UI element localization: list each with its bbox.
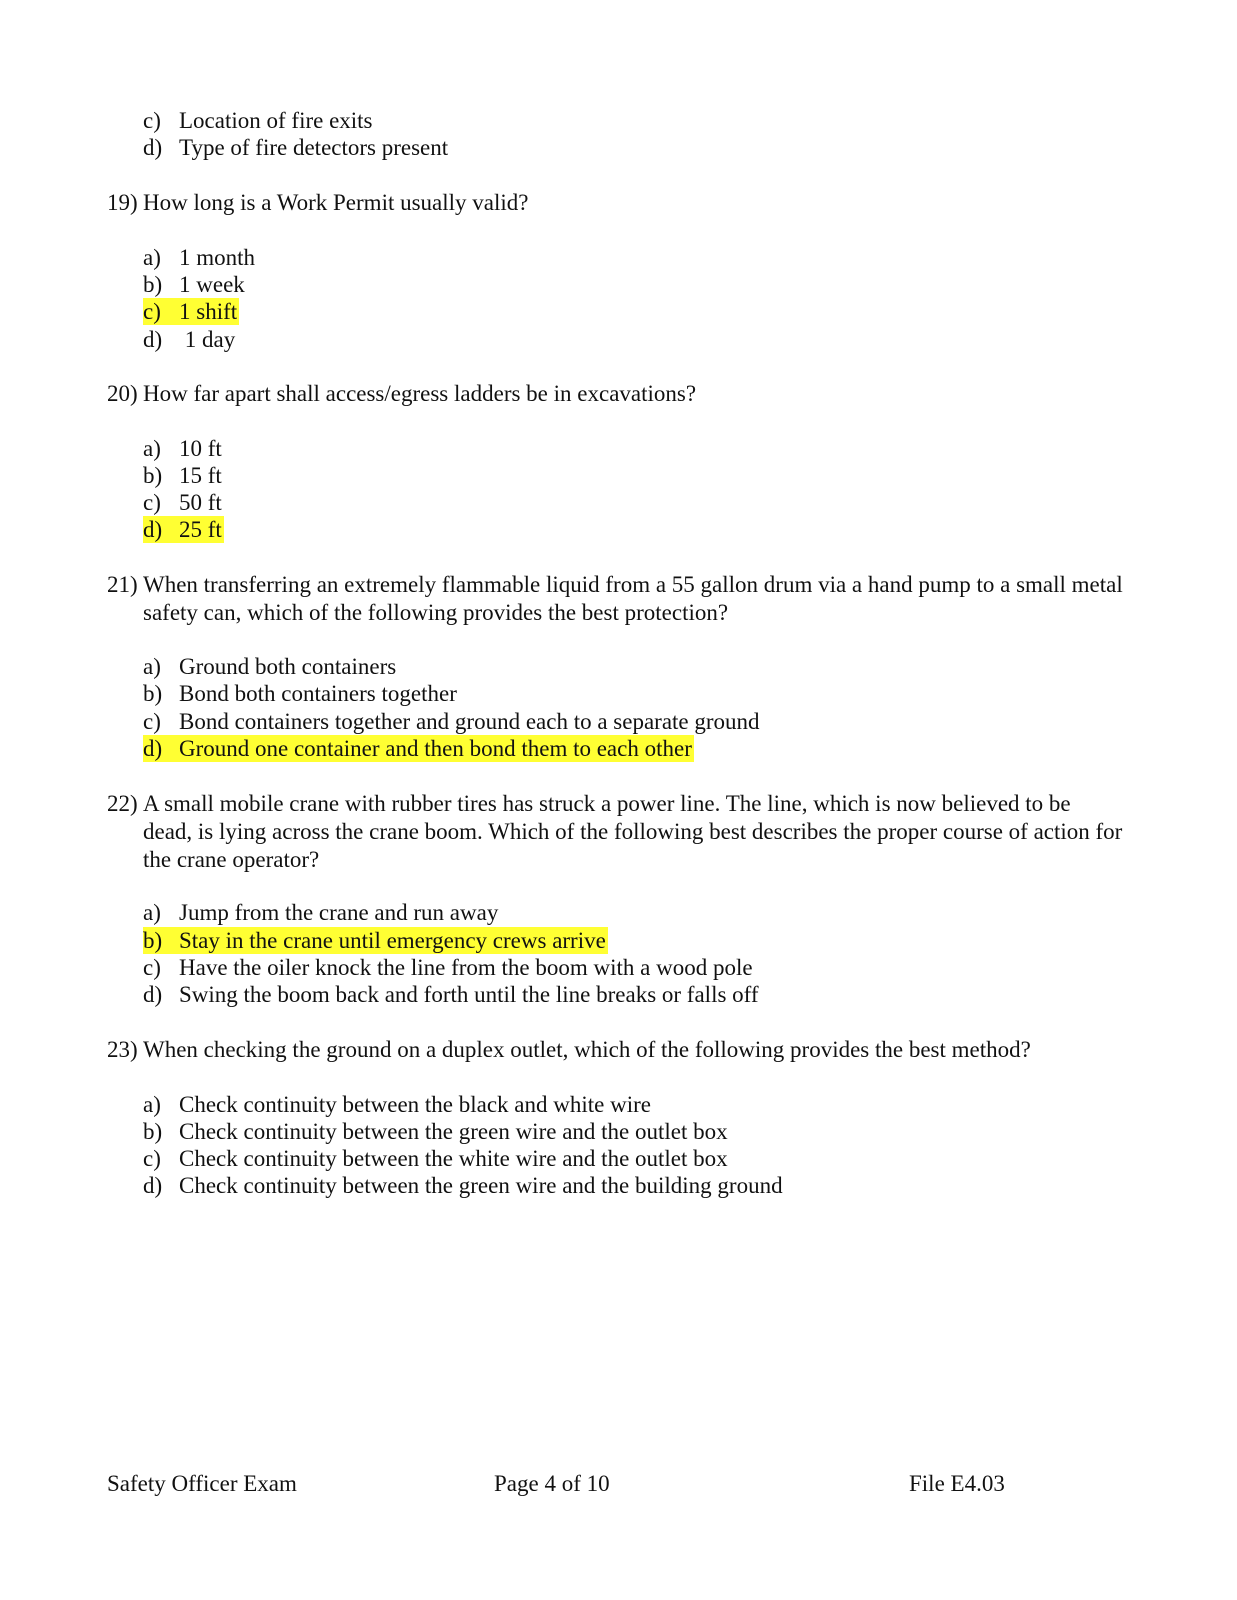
option-text: 10 ft [179, 436, 222, 461]
option-letter: b) [143, 272, 163, 297]
question-number: 22) [107, 791, 138, 816]
option-letter: a) [143, 245, 161, 270]
option-text: Jump from the crane and run away [179, 900, 499, 925]
question-text: When transferring an extremely flammable liquid from a 55 gallon drum via a hand pump to a small metal safety can, which of the following provides the best protection? [143, 572, 1123, 625]
option-a [143, 1091, 651, 1118]
option-b [143, 271, 245, 298]
option-letter: d) [143, 517, 163, 542]
question-number: 21) [107, 572, 138, 597]
option-d [143, 1172, 783, 1199]
option-b [143, 462, 222, 489]
option-text: Ground both containers [179, 654, 397, 679]
question-text: A small mobile crane with rubber tires has struck a power line. The line, which is now believed to be dead, is lying across the crane boom. Which of the following best describes the proper course of action for the crane operator? [143, 791, 1123, 872]
option-letter: d) [143, 327, 163, 352]
footer-file-id: File E4.03 [909, 1471, 1005, 1496]
option-b-highlighted-answer [143, 927, 608, 954]
option-c [143, 954, 753, 981]
option-text: Check continuity between the green wire and the building ground [179, 1173, 783, 1198]
option-letter: a) [143, 436, 161, 461]
option-d-q18 [143, 134, 448, 161]
option-letter: c) [143, 709, 161, 734]
option-letter: c) [143, 299, 161, 324]
option-text: Check continuity between the white wire and the outlet box [179, 1146, 728, 1171]
option-b [143, 1118, 728, 1145]
option-text: Stay in the crane until emergency crews arrive [179, 928, 606, 953]
option-a [143, 244, 255, 271]
question-number: 19) [107, 190, 138, 215]
option-text: 1 shift [179, 299, 238, 324]
option-text: Ground one container and then bond them to each other [179, 736, 692, 761]
option-text: 1 month [179, 245, 256, 270]
option-text: Check continuity between the green wire and the outlet box [179, 1119, 728, 1144]
question-number: 20) [107, 381, 138, 406]
option-text: 50 ft [179, 490, 222, 515]
option-c [143, 489, 222, 516]
option-letter: a) [143, 1092, 161, 1117]
option-letter: c) [143, 955, 161, 980]
option-text: 15 ft [179, 463, 222, 488]
option-d-highlighted-answer [143, 516, 224, 543]
option-b [143, 680, 457, 707]
option-text: Bond both containers together [179, 681, 457, 706]
option-a [143, 899, 498, 926]
option-letter: a) [143, 654, 161, 679]
option-text: Type of fire detectors present [179, 135, 449, 160]
option-text: 1 day [179, 327, 236, 352]
question-number: 23) [107, 1037, 138, 1062]
option-letter: c) [143, 1146, 161, 1171]
option-letter: b) [143, 463, 163, 488]
option-d [143, 981, 759, 1008]
option-text: 1 week [179, 272, 245, 297]
option-d-highlighted-answer [143, 735, 694, 762]
option-letter: c) [143, 490, 161, 515]
option-text: 25 ft [179, 517, 222, 542]
question-text: How long is a Work Permit usually valid? [143, 190, 529, 215]
option-letter: d) [143, 1173, 163, 1198]
option-c [143, 708, 760, 735]
question-text: When checking the ground on a duplex outlet, which of the following provides the best method? [143, 1037, 1031, 1062]
option-letter: d) [143, 135, 163, 160]
option-letter: c) [143, 108, 161, 133]
option-letter: a) [143, 900, 161, 925]
option-c [143, 1145, 728, 1172]
option-text: Check continuity between the black and white wire [179, 1092, 651, 1117]
footer-exam-title: Safety Officer Exam [107, 1471, 297, 1496]
option-letter: b) [143, 681, 163, 706]
option-text: Have the oiler knock the line from the boom with a wood pole [179, 955, 753, 980]
option-c-highlighted-answer [143, 298, 239, 325]
option-c-q18 [143, 107, 373, 134]
question-text: How far apart shall access/egress ladders be in excavations? [143, 381, 697, 406]
option-d [143, 326, 235, 353]
option-letter: b) [143, 928, 163, 953]
option-text: Location of fire exits [179, 108, 373, 133]
option-letter: d) [143, 982, 163, 1007]
option-a [143, 653, 396, 680]
option-letter: b) [143, 1119, 163, 1144]
option-text: Swing the boom back and forth until the line breaks or falls off [179, 982, 759, 1007]
option-text: Bond containers together and ground each to a separate ground [179, 709, 760, 734]
footer-page-number: Page 4 of 10 [494, 1471, 610, 1496]
option-a [143, 435, 222, 462]
option-letter: d) [143, 736, 163, 761]
